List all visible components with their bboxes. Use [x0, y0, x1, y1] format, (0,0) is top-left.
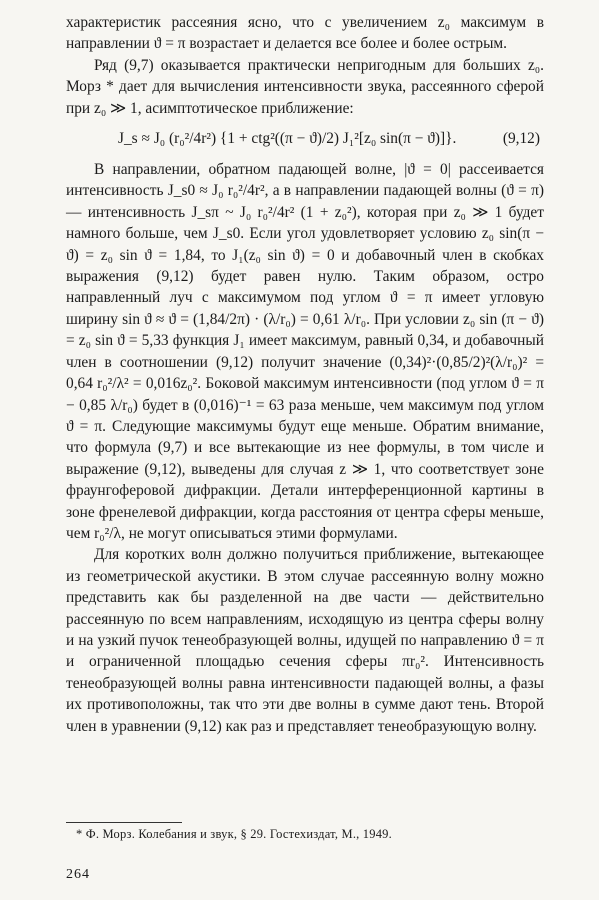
- paragraph-4: Для коротких волн должно получиться приближение, вытекающее из геометрической акустики. В этом случае рассеянную волну можно представить как бы разделенной на две части — действительно рассеянную по всем направлениям, исходящую из центра сферы волну и на узкий пучок тенеобразующей волны, идущей по направлению ϑ = π и ограниченной площадью сечения сферы πr₀². Интенсивность тенеобразующей волны равна интенсивности падающей волны, а фазы их противоположны, так что эти две волны в сумме дают тень. Второй член в уравнении (9,12) как раз и представляет тенеобразующую волну.: [66, 546, 544, 735]
- equation-formula: J_s ≈ J₀ (r₀²/4r²) {1 + ctg²((π − ϑ)/2) J₁²[z₀ sin(π − ϑ)]}.: [118, 130, 457, 148]
- paragraph-3: В направлении, обратном падающей волне, |ϑ = 0| рассеивается интенсивность J_s0 ≈ J₀ r₀²/4r², а в направлении падающей волны (ϑ = π) — интенсивность J_sπ ~ J₀ r₀²/4r² (1 + z₀²), которая при z₀ ≫ 1 будет намного больше, чем J_s0. Если угол удовлетворяет условию z₀ sin(π − ϑ) = z₀ sin ϑ = 1,84, то J₁(z₀ sin ϑ) = 0 и добавочный член в скобках выражения (9,12) будет равен нулю. Таким образом, остро направленный луч с максимумом под углом ϑ = π имеет угловую ширину sin ϑ ≈ ϑ = (1,84/2π) · (λ/r₀) = 0,61 λ/r₀. При условии z₀ sin (π − ϑ) = z₀ sin ϑ = 5,33 функция J₁ имеет максимум, равный 0,34, и добавочный член в соотношении (9,12) получит значение (0,34)²·(0,85/2)²(λ/r₀)² = 0,64 r₀²/λ² = 0,016z₀². Боковой максимум интенсивности (под углом ϑ = π − 0,85 λ/r₀) будет в (0,016)⁻¹ = 63 раза меньше, чем максимум под углом ϑ = π. Следующие максимумы будут еще меньше. Обратим внимание, что формула (9,7) и все вытекающие из нее формулы, в том числе и выражение (9,12), выведены для случая z ≫ 1, что соответствует зоне фраунгоферовой дифракции. Детали интерференционной картины в зоне френелевой дифракции, когда расстояния от центра сферы меньше, чем r₀²/λ, не могут описываться этими формулами.: [66, 161, 544, 542]
- paragraph-1: характеристик рассеяния ясно, что с увеличением z₀ максимум в направлении ϑ = π возрастает и делается все более и более острым.: [66, 14, 544, 53]
- footnote: * Ф. Морз. Колебания и звук, § 29. Гостехиздат, М., 1949.: [76, 827, 392, 841]
- body-text: [66, 12, 544, 737]
- paragraph-2: Ряд (9,7) оказывается практически непригодным для больших z₀. Морз * дает для вычисления интенсивности звука, рассеянного сферой при z₀ ≫ 1, асимптотическое приближение:: [66, 56, 544, 117]
- equation-number: (9,12): [502, 130, 540, 148]
- page-number: 264: [66, 867, 90, 882]
- equation-9-12: [66, 119, 544, 159]
- footnote-divider: [66, 822, 182, 823]
